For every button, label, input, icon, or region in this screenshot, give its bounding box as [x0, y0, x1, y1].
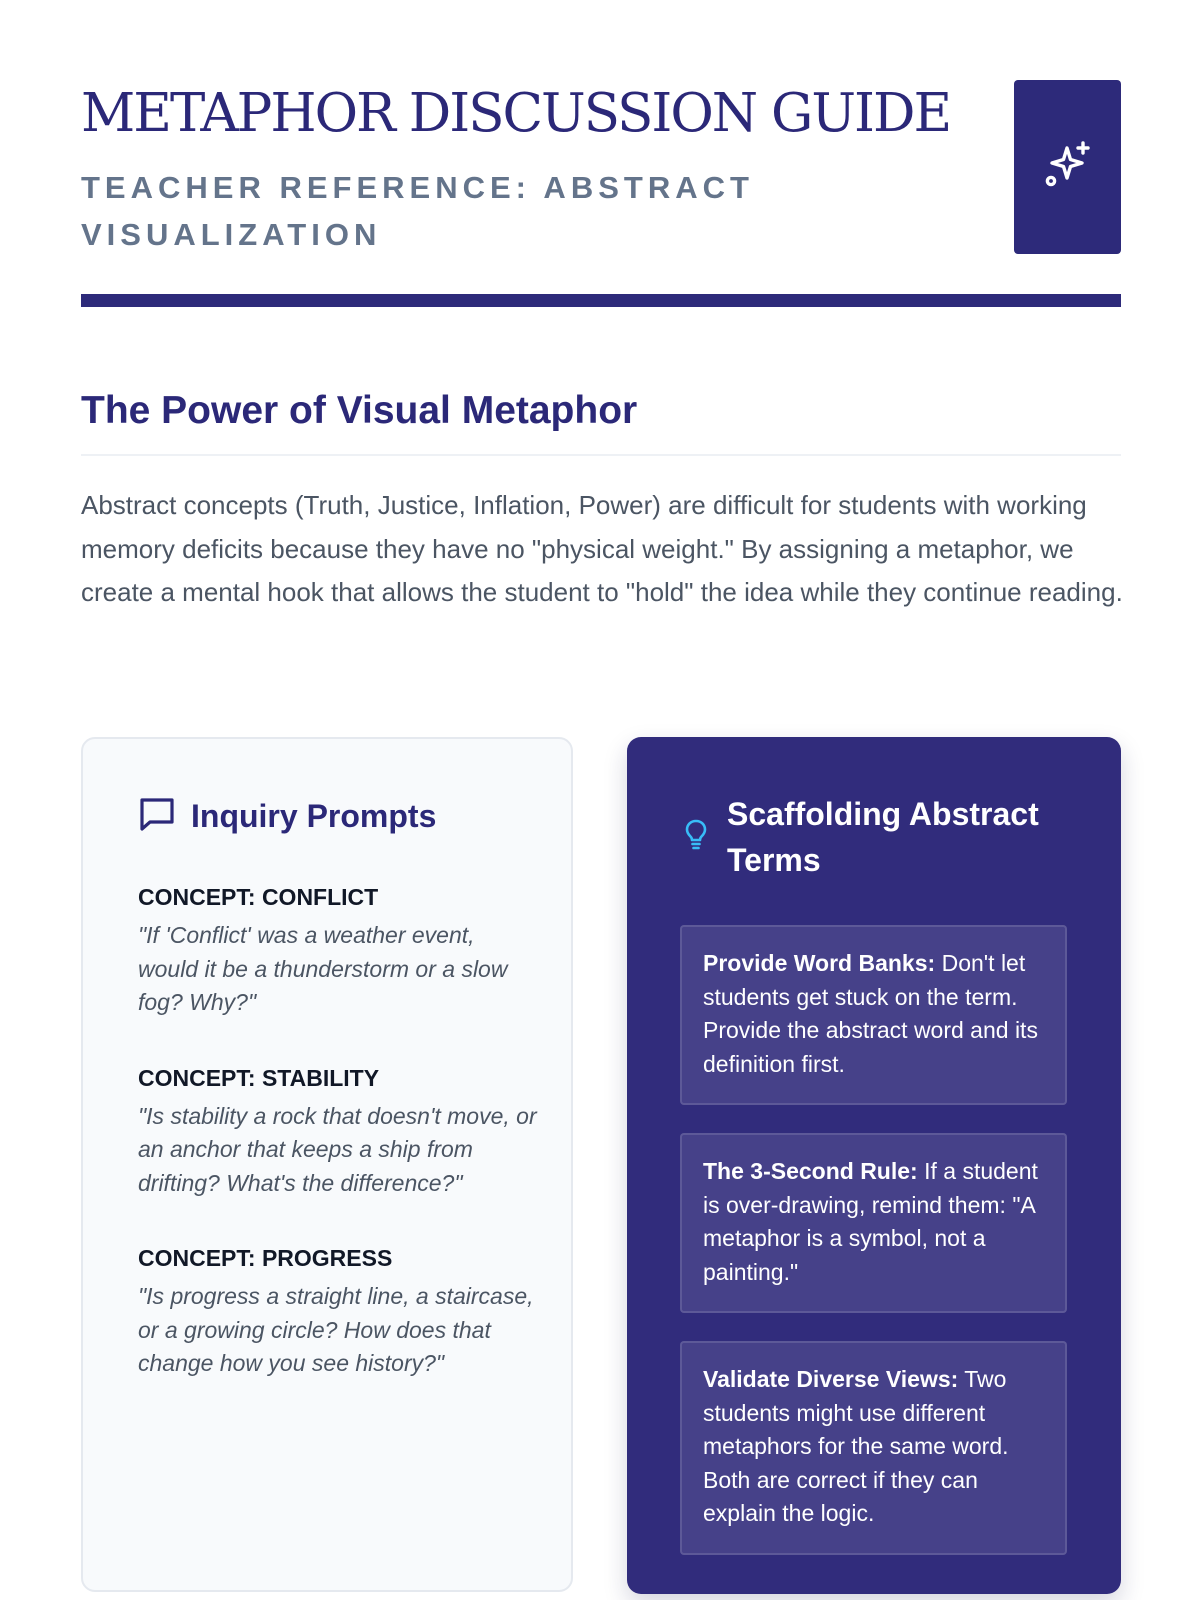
- prompt-question: "Is progress a straight line, a staircase, or a growing circle? How does that change how you see history?": [138, 1283, 534, 1376]
- inquiry-prompts-header: [137, 793, 436, 838]
- document-header: [81, 80, 1121, 254]
- intro-paragraph: Abstract concepts (Truth, Justice, Inflation, Power) are difficult for students with working memory deficits because they have no "physical weight." By assigning a metaphor, we create a mental hook that allows the student to "hold" the idea while they continue reading.: [81, 490, 1123, 607]
- chat-bubble-icon: [137, 793, 177, 838]
- list-item: [138, 879, 538, 1020]
- scaffolding-card: [627, 737, 1121, 1594]
- tip-label: The 3-Second Rule:: [703, 1158, 918, 1184]
- section-divider: [81, 454, 1121, 456]
- scaffolding-title: Scaffolding Abstract Terms: [727, 796, 1039, 878]
- tip-text: If a student is over-drawing, remind them: "A metaphor is a symbol, not a painting.": [703, 1158, 1038, 1285]
- prompt-list: [138, 879, 538, 1381]
- sparkles-icon: [1043, 140, 1093, 195]
- list-item: [680, 1341, 1067, 1555]
- lightbulb-icon: [683, 818, 709, 857]
- list-item: [138, 1060, 538, 1201]
- tip-label: Provide Word Banks:: [703, 950, 936, 976]
- page: [81, 0, 1121, 1600]
- inquiry-prompts-title: Inquiry Prompts: [191, 797, 437, 834]
- list-item: [680, 925, 1067, 1105]
- prompt-concept: CONCEPT: CONFLICT: [138, 884, 379, 910]
- inquiry-prompts-card: [81, 737, 573, 1592]
- document-title: METAPHOR DISCUSSION GUIDE: [81, 83, 951, 144]
- tip-label: Validate Diverse Views:: [703, 1366, 959, 1392]
- list-item: [680, 1133, 1067, 1313]
- scaffolding-header: [683, 791, 1087, 883]
- document-subtitle: TEACHER REFERENCE: ABSTRACT VISUALIZATION: [81, 170, 754, 252]
- header-badge: [1014, 80, 1121, 254]
- header-divider: [81, 294, 1121, 307]
- prompt-concept: CONCEPT: STABILITY: [138, 1064, 380, 1091]
- prompt-question: "Is stability a rock that doesn't move, or an anchor that keeps a ship from drifting? What's the difference?": [138, 1102, 537, 1196]
- prompt-concept: CONCEPT: PROGRESS: [138, 1245, 393, 1271]
- prompt-question: "If 'Conflict' was a weather event, would it be a thunderstorm or a slow fog? Why?": [138, 922, 508, 1015]
- tip-list: [680, 925, 1067, 1555]
- tip-text: Don't let students get stuck on the term. Provide the abstract word and its definition first.: [703, 950, 1038, 1077]
- tip-text: Two students might use different metaphors for the same word. Both are correct if they can explain the logic.: [703, 1366, 1009, 1526]
- list-item: [138, 1240, 538, 1381]
- section-title: The Power of Visual Metaphor: [81, 389, 638, 432]
